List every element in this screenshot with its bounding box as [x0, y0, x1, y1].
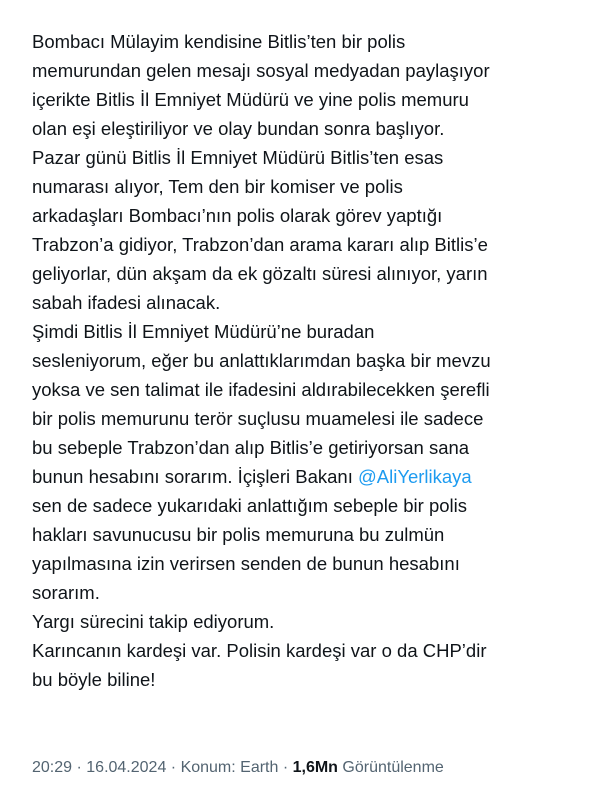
tweet-line: bu böyle biline!: [32, 669, 156, 690]
tweet-location: Konum: Earth: [180, 759, 279, 776]
tweet-line: Karıncanın kardeşi var. Polisin kardeşi var o da CHP’dir: [32, 640, 487, 661]
tweet-line-text: bunun hesabını sorarım. İçişleri Bakanı: [32, 466, 358, 487]
tweet-line: sen de sadece yukarıdaki anlattığım sebeple bir polis: [32, 495, 468, 516]
tweet-line: Şimdi Bitlis İl Emniyet Müdürü’ne buradan: [32, 321, 375, 342]
tweet-line: yapılmasına izin verirsen senden de bunun hesabını: [32, 553, 460, 574]
tweet-meta: [32, 757, 444, 779]
tweet-line: Trabzon’a gidiyor, Trabzon’dan arama kararı alıp Bitlis’e: [32, 234, 488, 255]
meta-separator: ·: [278, 759, 293, 776]
views-count: 1,6Mn: [292, 759, 338, 776]
tweet-line: memurundan gelen mesajı sosyal medyadan paylaşıyor: [32, 60, 490, 81]
tweet-line: bir polis memurunu terör suçlusu muamelesi ile sadece: [32, 408, 484, 429]
tweet-line: Pazar günü Bitlis İl Emniyet Müdürü Bitlis’ten esas: [32, 147, 444, 168]
tweet-line: bu sebeple Trabzon’dan alıp Bitlis’e getiriyorsan sana: [32, 437, 470, 458]
tweet-line: yoksa ve sen talimat ile ifadesini aldırabilecekken şerefli: [32, 379, 490, 400]
meta-separator: ·: [72, 759, 87, 776]
tweet-line: Bombacı Mülayim kendisine Bitlis’ten bir polis: [32, 31, 406, 52]
tweet-line: hakları savunucusu bir polis memuruna bu zulmün: [32, 524, 445, 545]
tweet-line: arkadaşları Bombacı’nın polis olarak görev yaptığı: [32, 205, 443, 226]
tweet-time[interactable]: 20:29: [32, 759, 73, 776]
tweet-line-with-mention: [32, 462, 592, 491]
tweet-line: olan eşi eleştiriliyor ve olay bundan sonra başlıyor.: [32, 118, 445, 139]
tweet-line: sorarım.: [32, 582, 100, 603]
views-label: Görüntülenme: [337, 759, 444, 776]
tweet-line: numarası alıyor, Tem den bir komiser ve polis: [32, 176, 403, 197]
tweet-line: geliyorlar, dün akşam da ek gözaltı süresi alınıyor, yarın: [32, 263, 488, 284]
tweet-line: sabah ifadesi alınacak.: [32, 292, 221, 313]
tweet-line: Yargı sürecini takip ediyorum.: [32, 611, 275, 632]
mention-link[interactable]: @AliYerlikaya: [357, 466, 472, 487]
tweet-text: [32, 27, 592, 694]
tweet-line: içerikte Bitlis İl Emniyet Müdürü ve yine polis memuru: [32, 89, 469, 110]
tweet-line: sesleniyorum, eğer bu anlattıklarımdan başka bir mevzu: [32, 350, 491, 371]
meta-separator: ·: [166, 759, 181, 776]
tweet-date[interactable]: 16.04.2024: [86, 759, 167, 776]
